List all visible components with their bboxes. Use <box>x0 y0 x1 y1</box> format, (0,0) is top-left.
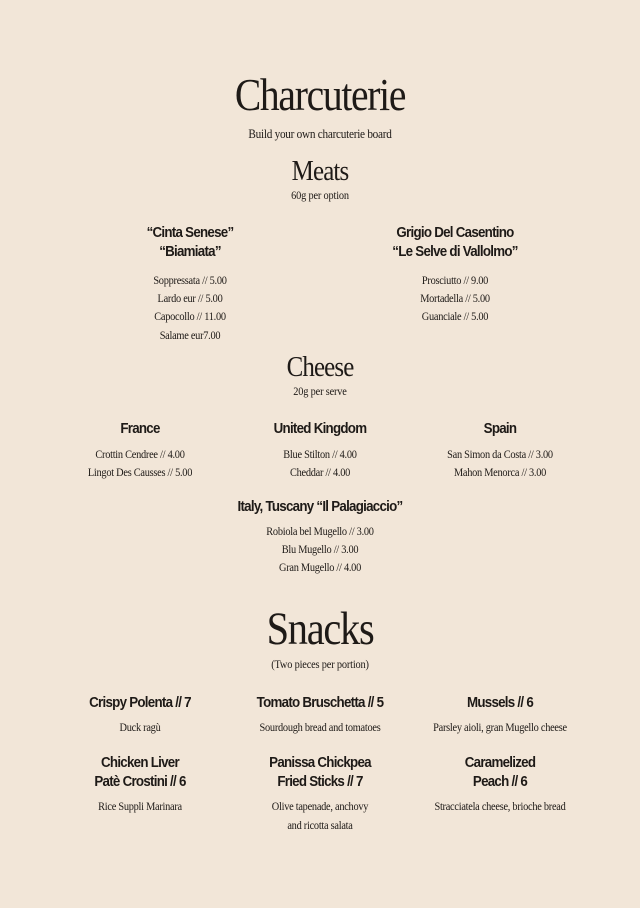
menu-item: Blu Mugello // 3.00 <box>281 544 359 557</box>
snack-name: Mussels // 6 <box>466 695 534 711</box>
menu-item: Salame eur7.00 <box>159 329 221 342</box>
snack-description: Sourdough bread and tomatoes <box>259 722 381 734</box>
menu-item: Guanciale // 5.00 <box>421 311 489 324</box>
cheese-group-italy-tuscany <box>170 498 470 578</box>
meats-group-name: “Cinta Senese” “Biamiata” <box>146 225 234 260</box>
snack-name: Crispy Polenta // 7 <box>89 695 191 711</box>
cheese-subtitle: 20g per serve <box>293 386 347 398</box>
snack-description: Olive tapenade, anchovy and ricotta salata <box>271 801 369 832</box>
cheese-group-name: France <box>120 421 160 437</box>
menu-item: Lardo eur // 5.00 <box>157 293 223 306</box>
snack-name: Caramelized Peach // 6 <box>464 755 536 790</box>
cheese-group-items <box>410 446 590 482</box>
menu-item: San Simon da Costa // 3.00 <box>447 449 553 461</box>
menu-item: Lingot Des Causses // 5.00 <box>87 467 193 480</box>
snacks-subtitle: (Two pieces per portion) <box>271 659 369 671</box>
menu-item: Prosciutto // 9.00 <box>421 275 489 287</box>
cheese-group-items <box>185 523 455 578</box>
menu-item: Robiola bel Mugello // 3.00 <box>266 526 374 538</box>
cheese-group-name: Spain <box>483 421 517 437</box>
snack-description: Parsley aioli, gran Mugello cheese <box>433 722 567 734</box>
menu-item: Mahon Menorca // 3.00 <box>453 467 547 480</box>
meats-group-items <box>91 272 289 345</box>
cheese-group-items <box>230 446 410 482</box>
menu-item: Soppressata // 5.00 <box>153 275 227 287</box>
snacks-heading: Snacks <box>266 603 374 655</box>
menu-item: Capocollo // 11.00 <box>154 311 226 324</box>
menu-item: Mortadella // 5.00 <box>420 293 490 306</box>
cheese-heading: Cheese <box>286 351 354 383</box>
snack-name: Panissa Chickpea Fried Sticks // 7 <box>269 755 371 790</box>
page-title: Charcuterie <box>234 69 406 120</box>
cheese-group-france <box>40 420 240 482</box>
snack-description: Duck ragù <box>119 722 161 734</box>
page-subtitle: Build your own charcuterie board <box>248 127 392 141</box>
meats-group-cinta-senese <box>80 224 300 345</box>
cheese-group-united-kingdom <box>220 420 420 482</box>
meats-group-name: Grigio Del Casentino “Le Selve di Vallolmo” <box>392 225 518 260</box>
cheese-group-spain <box>400 420 600 482</box>
cheese-group-items <box>50 446 230 482</box>
snack-name: Tomato Bruschetta // 5 <box>256 695 384 711</box>
snack-description: Stracciatela cheese, brioche bread <box>434 801 566 813</box>
menu-item: Blue Stilton // 4.00 <box>283 449 357 461</box>
meats-subtitle: 60g per option <box>291 190 349 202</box>
meats-heading: Meats <box>291 155 349 187</box>
cheese-group-name: Italy, Tuscany “Il Palagiaccio” <box>237 499 403 515</box>
cheese-group-name: United Kingdom <box>273 421 367 437</box>
menu-item: Crottin Cendree // 4.00 <box>95 449 185 461</box>
meats-group-items <box>356 272 554 327</box>
snack-name: Chicken Liver Patè Crostini // 6 <box>94 755 186 790</box>
menu-item: Cheddar // 4.00 <box>289 467 351 480</box>
menu-item: Gran Mugello // 4.00 <box>278 562 361 575</box>
snack-item-mussels <box>390 694 610 738</box>
snack-item-caramelized-peach <box>390 754 610 817</box>
snack-description: Rice Suppli Marinara <box>98 801 182 813</box>
meats-group-grigio-del-casentino <box>345 224 565 327</box>
